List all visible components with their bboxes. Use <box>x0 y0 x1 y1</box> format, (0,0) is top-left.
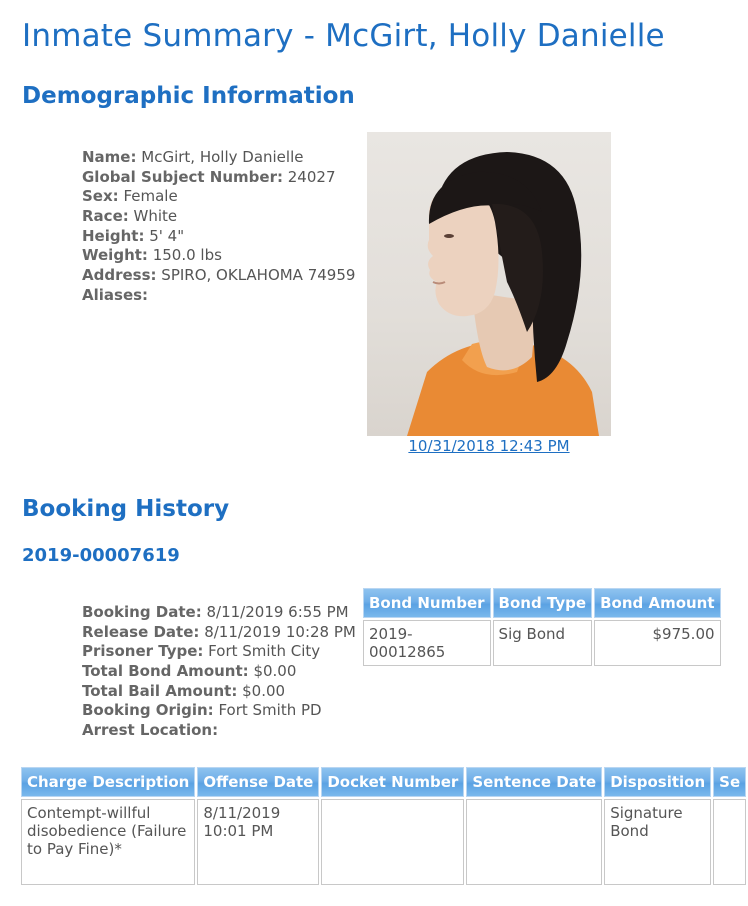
field-aliases <box>82 286 355 306</box>
field-label: Total Bail Amount: <box>82 681 238 700</box>
field-value: Fort Smith City <box>208 642 321 661</box>
field-name <box>82 148 355 168</box>
field-label: Release Date: <box>82 622 200 641</box>
field-label: Height: <box>82 226 145 245</box>
bond-table <box>361 586 723 668</box>
field-label: Weight: <box>82 246 148 265</box>
field-global-subject-number <box>82 168 355 188</box>
table-row <box>363 620 721 666</box>
field-race <box>82 207 355 227</box>
bond-table-header-row <box>363 588 721 618</box>
field-sex <box>82 187 355 207</box>
field-label: Prisoner Type: <box>82 642 204 661</box>
column-header-bond-amount[interactable]: Bond Amount <box>594 588 720 618</box>
field-label: Booking Date: <box>82 603 202 621</box>
booking-history-heading: Booking History <box>22 496 230 522</box>
field-total-bail-amount <box>82 682 356 702</box>
field-prisoner-type <box>82 642 356 662</box>
field-value: Fort Smith PD <box>218 701 322 720</box>
field-value: 8/11/2019 10:28 PM <box>204 622 356 641</box>
column-header-disposition[interactable]: Disposition <box>604 767 711 797</box>
field-value: 24027 <box>287 167 336 186</box>
field-value: White <box>133 207 178 226</box>
disposition-cell: Signature Bond <box>604 799 711 885</box>
offense-date-cell: 8/11/2019 10:01 PM <box>197 799 319 885</box>
booking-info <box>82 603 356 741</box>
sentence-date-cell <box>466 799 602 885</box>
bond-amount-cell: $975.00 <box>594 620 720 666</box>
field-label: Address: <box>82 266 157 285</box>
field-value: 8/11/2019 6:55 PM <box>206 603 349 621</box>
charge-table-header-row <box>21 767 746 797</box>
field-value: $0.00 <box>253 662 297 681</box>
inmate-photo-illustration <box>367 132 611 436</box>
field-label: Name: <box>82 148 137 166</box>
field-value: SPIRO, OKLAHOMA 74959 <box>161 266 356 285</box>
booking-number: 2019-00007619 <box>22 545 180 566</box>
demographic-heading: Demographic Information <box>22 83 355 109</box>
field-arrest-location <box>82 721 356 741</box>
inmate-photo[interactable] <box>367 132 611 436</box>
field-label: Global Subject Number: <box>82 167 283 186</box>
field-label: Race: <box>82 207 129 226</box>
page-title: Inmate Summary - McGirt, Holly Danielle <box>22 18 665 54</box>
field-release-date <box>82 623 356 643</box>
field-label: Booking Origin: <box>82 701 214 720</box>
photo-date-link[interactable]: 10/31/2018 12:43 PM <box>408 437 570 455</box>
field-booking-date <box>82 603 356 623</box>
field-value: $0.00 <box>242 681 286 700</box>
column-header-docket-number[interactable]: Docket Number <box>321 767 464 797</box>
column-header-bond-number[interactable]: Bond Number <box>363 588 491 618</box>
column-header-sentence-date[interactable]: Sentence Date <box>466 767 602 797</box>
column-header-charge-description[interactable]: Charge Description <box>21 767 195 797</box>
field-value: 5' 4" <box>149 226 185 245</box>
field-value: McGirt, Holly Danielle <box>141 148 304 166</box>
field-value: 150.0 lbs <box>152 246 222 265</box>
column-header-offense-date[interactable]: Offense Date <box>197 767 319 797</box>
se-cell <box>713 799 746 885</box>
field-booking-origin <box>82 701 356 721</box>
field-label: Arrest Location: <box>82 721 219 740</box>
charge-table <box>19 765 748 887</box>
field-height <box>82 227 355 247</box>
column-header-se[interactable]: Se <box>713 767 746 797</box>
field-total-bond-amount <box>82 662 356 682</box>
demographic-info <box>82 148 355 306</box>
charge-description-cell: Contempt-willful disobedience (Failure to Pay Fine)* <box>21 799 195 885</box>
field-address <box>82 266 355 286</box>
field-label: Sex: <box>82 187 119 206</box>
table-row <box>21 799 746 885</box>
charge-table-viewport <box>19 765 741 906</box>
field-value: Female <box>123 187 178 206</box>
field-weight <box>82 246 355 266</box>
bond-type-cell: Sig Bond <box>493 620 593 666</box>
bond-number-cell: 2019-00012865 <box>363 620 491 666</box>
column-header-bond-type[interactable]: Bond Type <box>493 588 593 618</box>
field-label: Aliases: <box>82 285 149 304</box>
docket-number-cell <box>321 799 464 885</box>
field-label: Total Bond Amount: <box>82 662 249 681</box>
